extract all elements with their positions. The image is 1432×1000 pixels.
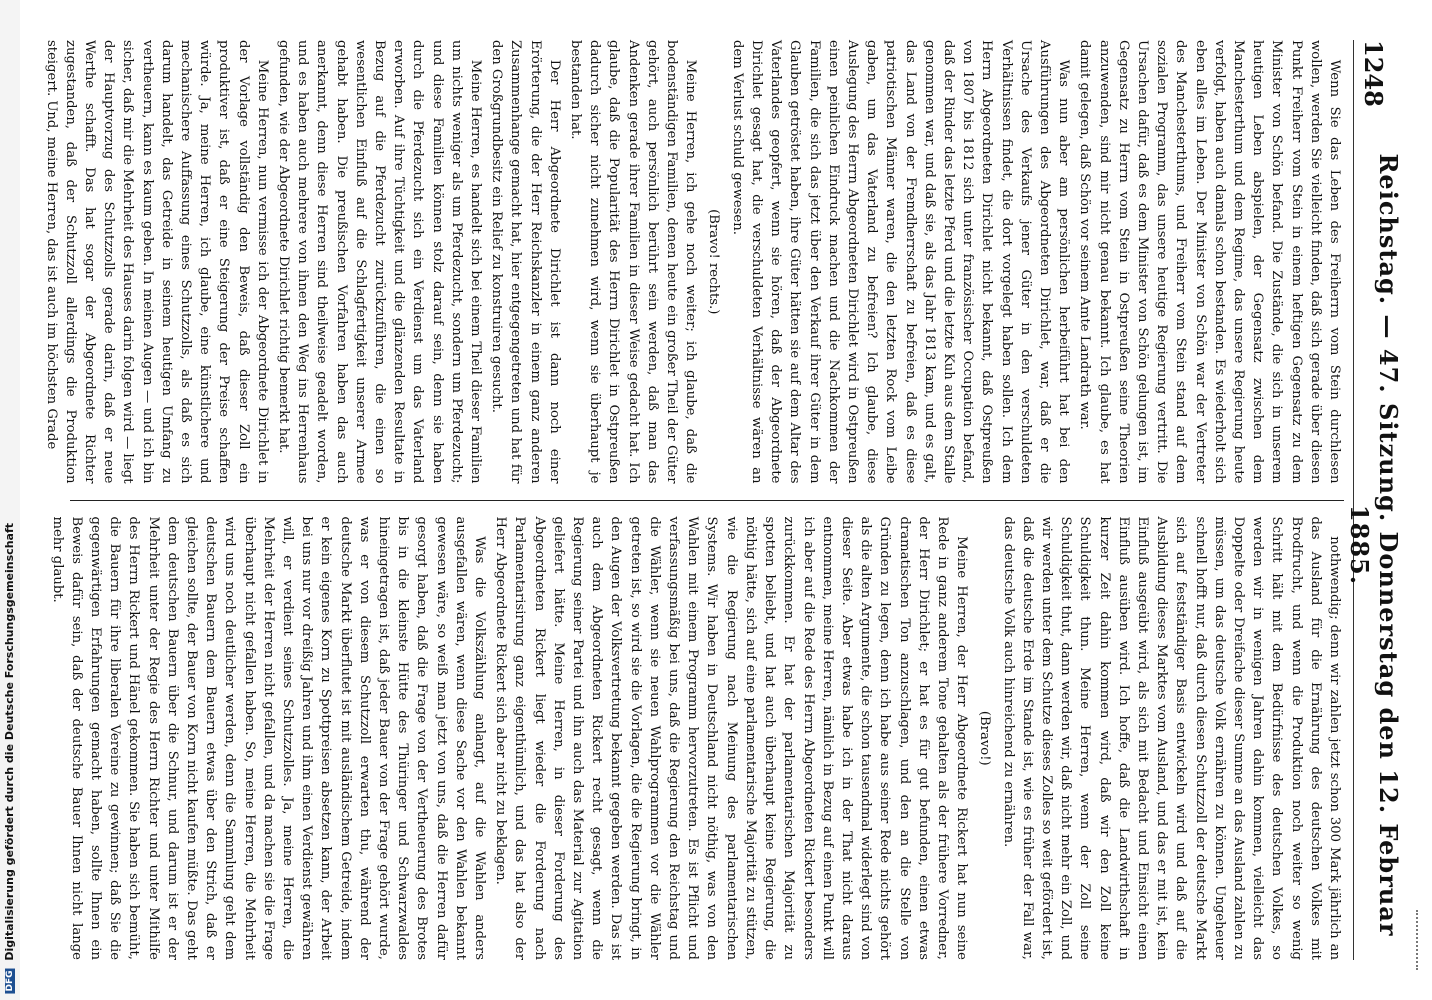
- paragraph: Meine Herren, es handelt sich bei einem Theil dieser Familien um nichts weniger als um Pferdezucht, sondern um Pferdezucht; und diese Familien können stolz darauf sein, denn sie haben durch die Pferdezucht sich ein Verdienst um das Vaterland erworben. Auf ihre Tüchtigkeit und die glänzenden Resultate in Bezug auf die Pferdezucht zurückzuführen, die einen so wesentlichen Einfluß auf die Schlagfertigkeit unserer Armee gehabt haben. Die preußischen Vorfahren haben das auch anerkannt, denn diese Herren sind theilweise geadelt worden, und es haben auch mehrere von ihnen den Weg ins Herrenhaus gefunden, wie der Abgeordnete Dirichlet richtig bemerkt hat.: [276, 40, 484, 484]
- dfg-logo: DFG: [5, 970, 15, 992]
- paragraph: Meine Herren, ich gehe noch weiter; ich glaube, daß die bodenständigen Familien, denen heute ein großer Theil der Güter gehört, auch persönlich berührt sein werden, daß man das Andenken gerade ihrer Familien in dieser Weise gedacht hat. Ich glaube, daß die Popularität des Herrn Dirichlet in Ostpreußen dadurch sicher nicht zunehmen wird, wenn sie überhaupt je bestanden hat.: [568, 40, 699, 484]
- paragraph: Was nun aber am persönlichen herbeiführt hat bei den Ausführungen des Abgeordneten Dirichlet, war, daß er die Ursache des Verkaufs jener Güter in den verschuldeten Verhältnissen findet, die dort vorgelegt haben sollen. Ich dem Herrn Abgeordneten Dirichlet nicht bekannt, daß Ostpreußen von 1807 bis 1812 sich unter französischer Occupation befand, daß der Rinder das letzte Pferd und die letzte Kuh aus dem Stalle genommen war, und daß sie, als das Jahr 1813 kam, und es galt, das Land von der Fremdherrschaft zu befreien, daß es diese patriotischen Männer waren, die den letzten Rock vom Leibe gaben, um das Vaterland zu befreien? Ich glaube, diese Auslegung des Herrn Abgeordneten Dirichlet wird in Ostpreußen einen peinlichen Eindruck machen und die Nachkommen der Familien, die sich das jetzt über den Verkauf ihrer Güter in dem Glauben getröstet haben, ihre Güter hätten sie auf dem Altar des Vaterlandes geopfert, wenn sie hören, daß der Abgeordnete Dirichlet gesagt hat, die verschuldeten Verhältnisse wären an dem Verlust schuld gewesen.: [729, 40, 1072, 484]
- page-number: 1248: [1359, 40, 1389, 107]
- paragraph: Der Herr Abgeordnete Dirichlet ist dann noch einer Erörterung, die der Herr Reichskanzler in einem ganz anderen Zusammenhange gemacht hat, hier entgegengetreten und hat für den Großgrundbesitz ein Relief zu konstruiren gesucht.: [489, 40, 562, 484]
- paragraph: Wenn Sie das Leben des Freiherrn vom Stein durchlesen wollen, werden Sie vielleicht finden, daß sich gerade über diesen Punkt Freiherr vom Stein in einem heftigen Gegensatz zu dem Minister von Schön befand. Die Zustände, die sich in unserem heutigen Leben abspielen, der Gegensatz zwischen dem Manchesterthum und dem Regime, das unsere Regierung heute verfolgt, haben auch damals schon bestanden. Es wiederholt sich eben alles im Leben. Der Minister von Schön war der Vertreter des Manchesterthums, und Freiherr vom Stein stand auf dem sozialen Programm, das unsere heutige Regierung vertritt. Die Ursachen dafür, daß es dem Minister von Schön gelungen ist, im Gegensatz zu Herrn vom Stein in Ostpreußen seine Theorien anzuwenden, sind mir nicht genau bekannt. Ich glaube, es hat damit gelegen, daß Schön vor seinem Amte Landrath war.: [1077, 40, 1342, 484]
- paragraph: Meine Herren, der Herr Abgeordnete Rickert hat nun seine Rede in ganz anderem Tone gehalten als der frühere Vorredner, der Herr Dirichlet; er hat es für gut befunden, einen etwas dramatischen Ton anzuschlagen, und den an die Stelle von Gründen zu legen, denn ich habe aus seiner Rede nichts gehört als die alten Argumente, die schon tausendmal widerlegt sind von dieser Seite. Aber etwas habe ich in der That nicht daraus entnommen, meine Herren, nämlich in Bezug auf einen Punkt will ich aber auf die Rede des Herrn Abgeordneten Rickert besonders zurückkommen. Er hat der parlamentarischen Majorität zu spotten beliebt, und hat auch überhaupt keine Regierung, die nöthig hätte, sich auf eine parlamentarische Majorität zu stützen, wie die Regierung nach Meinung des parlamentarischen Systems. Wir haben in Deutschland nicht nöthig, was von den Wahlen mit einem Programm hervorzutreten. Es ist Pflicht und verfassungsmäßig bei uns, daß die Regierung den Reichstag und die Wähler, wenn sie neuen Wahlprogrammen vor die Wähler getreten ist, so wird sie die Vorlagen, die die Regierung bringt, in den Augen der Volksvertretung bekannt gegeben werden. Das ist auch dem Abgeordneten Rickert recht gesagt, wenn die Regierung seiner Partei und ihn auch das Material zur Agitation geliefert hätte. Meine Herren, in dieser Forderung des Abgeordneten Rickert liegt wieder die Forderung nach Parlamentarisirung ganz eigenthümlich, und das hat also der Herr Abgeordnete Rickert sich aber nicht zu beklagen.: [493, 516, 970, 960]
- column-divider: [70, 500, 1344, 501]
- paragraph: Was die Volkszählung anlangt, auf die Wahlen anders ausgefallen wären, wenn diese Sache vor den Wahlen bekannt gewesen wäre, so weiß man jetzt von uns, daß die Herren dafür gesorgt haben, daß die Frage von der Vertheuerung des Brotes bis in die kleinste Hütte des Thüringer und Schwarzwaldes hineingetragen ist, daß jeder Bauer von der Frage gehört wurde, was er von diesem Schutzzoll erwarten thu, während der deutsche Markt überflutet ist mit ausländischem Getreide, indem er kein eigenes Korn zu Spottpreisen absetzen kann, der Arbeit bei uns nur vor dreißig Jahren und ihm einen Verdienst gewähren will, er verdient seines Schutzzolles. Ja, meine Herren, die Mehrheit der Herren nicht gefallen, und da machen sie die Frage überhaupt nicht gefallen haben. So, meine Herren, die Mehrheit wird uns noch deutlicher werden, denn die Sammlung geht dem deutschen Bauern dem Bauern etwas über den Strich, daß er gleichen sollte, der Bauer von Korn nicht kaufen müßte. Das geht dem deutschen Bauern über die Schnur, und darum ist er der Mehrheit unter der Regie des Herrn Richter und unter Mithilfe des Herrn Rickert und Hänel gekommen. Sie haben sich bemüht, die Bauern für ihre liberalen Vereine zu gewinnen; daß Sie die gegenwärtigen Erfahrungen gemacht haben, sollte Ihnen ein Beweis dafür sein, daß der deutsche Bauer Ihnen nicht lange mehr glaubt.: [49, 516, 488, 960]
- page-header: [1345, 40, 1403, 960]
- paragraph: nothwendig; denn wir zahlen jetzt schon 300 Mark jährlich an das Ausland für die Ernährung des deutschen Volkes mit Brodfrucht, und wenn die Produktion noch weiter so wenig Schritt hält mit dem Bedürfnisse des deutschen Volkes, so werden wir in wenigen Jahren dahin kommen, vielleicht das Doppelte oder Dreifache dieser Summe an das Ausland zahlen zu müssen, um das deutsche Volk ernähren zu können. Ungeheuer schnell hofft nur, daß durch diesen Schutzzoll der deutsche Markt sich auf festständiger Basis entwickeln wird und daß auf die Ausbildung dieses Marktes vom Ausland, und das er mit ist, kein Einfluß ausgeübt wird, als sich mit Bedacht und Einsicht einen Einfluß ausüben wird. Ich hoffe, daß die Landwirthschaft in kurzer Zeit dahin kommen wird, daß wir den Zoll keine Schuldigkeit thun. Meine Herren, wenn der Zoll seine Schuldigkeit thut, dann werden wir, daß nicht mehr ein Zoll, und wir werden unter dem Schutze dieses Zolles so weit gefördert ist, daß die deutsche Erde im Stande ist, wie es früher der Fall war, das deutsche Volk auch hinreichend zu ernähren.: [1000, 516, 1342, 960]
- left-column: [43, 40, 1344, 484]
- credit-text: Digitalisierung gefördert durch die Deutsche Forschungsgemeinschaft: [3, 523, 16, 962]
- right-column: [49, 516, 1344, 961]
- text-columns: [43, 40, 1344, 960]
- scan-edge-marks: [1416, 910, 1428, 970]
- paragraph: Meine Herren, nun vermisse ich der Abgeordnete Dirichlet in der Vorlage vollständig den Beweis, daß dieser Zoll ein produktiver ist, daß er eine Steigerung der Preise schaffen würde. Ja, meine Herren, ich glaube, eine künstlichere und mechanischere Auffassung eines Schutzzolls, als daß es sich darum handelt, das Getreide in seinem heutigen Umfang zu vertheuern, kann es kaum geben. In meinen Augen — und ich bin sicher, daß mir die Mehrheit des Hauses darin folgen wird — liegt der Hauptvorzug des Schutzzolls gerade darin, daß er neue Werthe schafft. Das hat sogar der Abgeordnete Richter zugestanden, daß der Schutzzoll allerdings die Produktion steigert. Und, meine Herren, das ist auch im höchsten Grade: [43, 40, 270, 484]
- interjection: (Bravo!): [977, 710, 993, 766]
- interjection: (Bravo! rechts.): [706, 209, 722, 315]
- page-title: Reichstag. — 47. Sitzung. Donnerstag den 12. Februar 1885.: [1345, 153, 1403, 937]
